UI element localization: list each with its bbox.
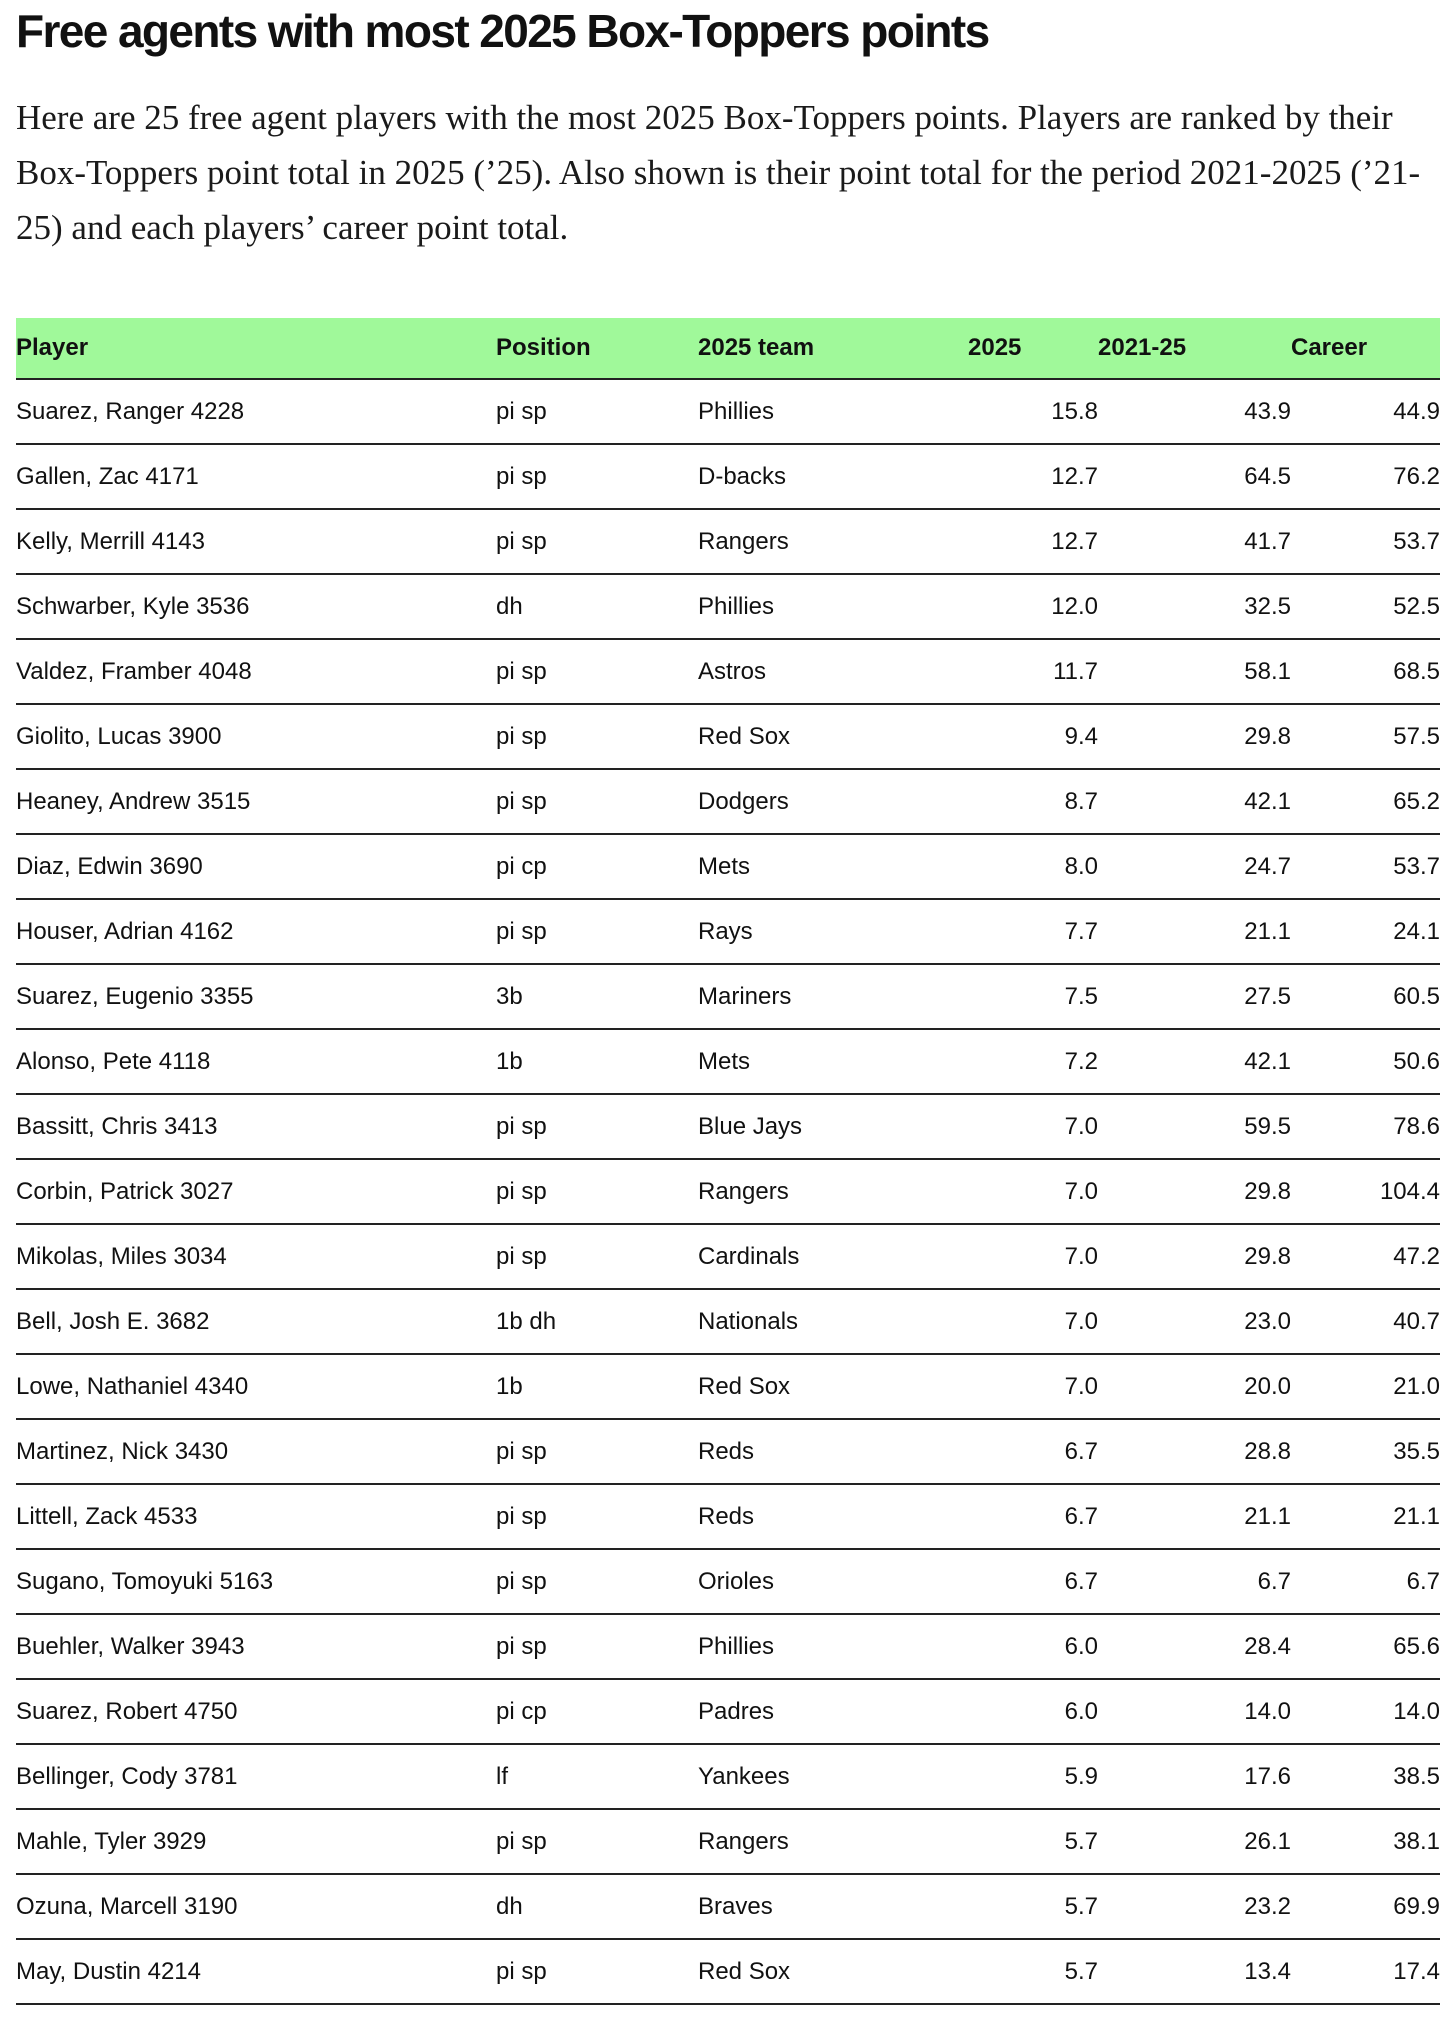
team-cell: Phillies bbox=[698, 379, 968, 444]
career-points-cell: 17.4 bbox=[1291, 1939, 1440, 2004]
position-cell: 1b dh bbox=[496, 1289, 698, 1354]
player-cell: Ozuna, Marcell 3190 bbox=[16, 1874, 496, 1939]
position-cell: pi sp bbox=[496, 1809, 698, 1874]
career-points-cell: 6.7 bbox=[1291, 1549, 1440, 1614]
table-row bbox=[16, 1484, 1440, 1549]
team-cell: Padres bbox=[698, 1679, 968, 1744]
table-row bbox=[16, 1614, 1440, 1679]
free-agents-table bbox=[16, 318, 1440, 2005]
career-points-cell: 69.9 bbox=[1291, 1874, 1440, 1939]
player-cell: Valdez, Framber 4048 bbox=[16, 639, 496, 704]
position-cell: pi sp bbox=[496, 899, 698, 964]
table-row bbox=[16, 1874, 1440, 1939]
team-cell: Rangers bbox=[698, 1809, 968, 1874]
position-cell: pi sp bbox=[496, 379, 698, 444]
team-cell: Blue Jays bbox=[698, 1094, 968, 1159]
header-row bbox=[16, 318, 1440, 379]
career-points-cell: 57.5 bbox=[1291, 704, 1440, 769]
player-cell: May, Dustin 4214 bbox=[16, 1939, 496, 2004]
points-2025-cell: 9.4 bbox=[968, 704, 1098, 769]
table-row bbox=[16, 379, 1440, 444]
team-cell: Orioles bbox=[698, 1549, 968, 1614]
position-cell: dh bbox=[496, 1874, 698, 1939]
team-cell: Yankees bbox=[698, 1744, 968, 1809]
team-cell: Astros bbox=[698, 639, 968, 704]
points-2025-cell: 8.7 bbox=[968, 769, 1098, 834]
career-points-cell: 21.1 bbox=[1291, 1484, 1440, 1549]
team-cell: Red Sox bbox=[698, 1939, 968, 2004]
position-cell: pi sp bbox=[496, 444, 698, 509]
position-cell: pi sp bbox=[496, 704, 698, 769]
player-cell: Suarez, Robert 4750 bbox=[16, 1679, 496, 1744]
career-points-cell: 53.7 bbox=[1291, 834, 1440, 899]
position-cell: pi sp bbox=[496, 1484, 698, 1549]
points-2025-cell: 7.2 bbox=[968, 1029, 1098, 1094]
table-row bbox=[16, 1224, 1440, 1289]
points-2025-cell: 5.7 bbox=[968, 1809, 1098, 1874]
position-cell: pi cp bbox=[496, 834, 698, 899]
table-row bbox=[16, 1549, 1440, 1614]
position-cell: pi sp bbox=[496, 1094, 698, 1159]
team-cell: D-backs bbox=[698, 444, 968, 509]
career-points-cell: 104.4 bbox=[1291, 1159, 1440, 1224]
player-cell: Lowe, Nathaniel 4340 bbox=[16, 1354, 496, 1419]
career-points-cell: 65.6 bbox=[1291, 1614, 1440, 1679]
table-body bbox=[16, 379, 1440, 2004]
career-points-cell: 35.5 bbox=[1291, 1419, 1440, 1484]
column-header-team: 2025 team bbox=[698, 318, 968, 379]
points-2025-cell: 6.7 bbox=[968, 1484, 1098, 1549]
career-points-cell: 14.0 bbox=[1291, 1679, 1440, 1744]
column-header-career: Career bbox=[1291, 318, 1440, 379]
team-cell: Cardinals bbox=[698, 1224, 968, 1289]
table-row bbox=[16, 1289, 1440, 1354]
points-2021-25-cell: 23.2 bbox=[1098, 1874, 1291, 1939]
table-row bbox=[16, 1029, 1440, 1094]
points-2021-25-cell: 32.5 bbox=[1098, 574, 1291, 639]
career-points-cell: 76.2 bbox=[1291, 444, 1440, 509]
position-cell: 1b bbox=[496, 1029, 698, 1094]
career-points-cell: 47.2 bbox=[1291, 1224, 1440, 1289]
career-points-cell: 38.1 bbox=[1291, 1809, 1440, 1874]
points-2025-cell: 7.5 bbox=[968, 964, 1098, 1029]
table-row bbox=[16, 834, 1440, 899]
career-points-cell: 38.5 bbox=[1291, 1744, 1440, 1809]
player-cell: Buehler, Walker 3943 bbox=[16, 1614, 496, 1679]
team-cell: Phillies bbox=[698, 574, 968, 639]
points-2021-25-cell: 27.5 bbox=[1098, 964, 1291, 1029]
table-row bbox=[16, 704, 1440, 769]
points-2021-25-cell: 6.7 bbox=[1098, 1549, 1291, 1614]
team-cell: Mets bbox=[698, 834, 968, 899]
table-row bbox=[16, 574, 1440, 639]
column-header-2025: 2025 bbox=[968, 318, 1098, 379]
article bbox=[16, 0, 1440, 1985]
career-points-cell: 40.7 bbox=[1291, 1289, 1440, 1354]
career-points-cell: 65.2 bbox=[1291, 769, 1440, 834]
table-row bbox=[16, 1679, 1440, 1744]
points-2021-25-cell: 17.6 bbox=[1098, 1744, 1291, 1809]
team-cell: Rangers bbox=[698, 1159, 968, 1224]
points-2021-25-cell: 13.4 bbox=[1098, 1939, 1291, 2004]
points-2021-25-cell: 21.1 bbox=[1098, 1484, 1291, 1549]
team-cell: Mariners bbox=[698, 964, 968, 1029]
points-2025-cell: 7.0 bbox=[968, 1289, 1098, 1354]
table-row bbox=[16, 639, 1440, 704]
points-2025-cell: 8.0 bbox=[968, 834, 1098, 899]
points-2025-cell: 6.7 bbox=[968, 1549, 1098, 1614]
career-points-cell: 50.6 bbox=[1291, 1029, 1440, 1094]
player-cell: Mikolas, Miles 3034 bbox=[16, 1224, 496, 1289]
points-2021-25-cell: 20.0 bbox=[1098, 1354, 1291, 1419]
table-row bbox=[16, 444, 1440, 509]
points-2021-25-cell: 29.8 bbox=[1098, 1159, 1291, 1224]
team-cell: Red Sox bbox=[698, 704, 968, 769]
team-cell: Reds bbox=[698, 1419, 968, 1484]
player-cell: Martinez, Nick 3430 bbox=[16, 1419, 496, 1484]
position-cell: 3b bbox=[496, 964, 698, 1029]
team-cell: Red Sox bbox=[698, 1354, 968, 1419]
career-points-cell: 53.7 bbox=[1291, 509, 1440, 574]
intro-paragraph: Here are 25 free agent players with the most 2025 Box-Toppers points. Players are ranked by their Box-Toppers point total in 2025 (’25). Also shown is their point total for the period 2021-2025 (’21-25) and each players’ career point total. bbox=[16, 98, 1421, 247]
player-cell: Schwarber, Kyle 3536 bbox=[16, 574, 496, 639]
points-2021-25-cell: 26.1 bbox=[1098, 1809, 1291, 1874]
player-cell: Bell, Josh E. 3682 bbox=[16, 1289, 496, 1354]
points-2021-25-cell: 42.1 bbox=[1098, 1029, 1291, 1094]
position-cell: pi sp bbox=[496, 1549, 698, 1614]
position-cell: pi sp bbox=[496, 1614, 698, 1679]
points-2021-25-cell: 29.8 bbox=[1098, 704, 1291, 769]
points-2025-cell: 15.8 bbox=[968, 379, 1098, 444]
player-cell: Mahle, Tyler 3929 bbox=[16, 1809, 496, 1874]
career-points-cell: 52.5 bbox=[1291, 574, 1440, 639]
points-2021-25-cell: 41.7 bbox=[1098, 509, 1291, 574]
column-header-position: Position bbox=[496, 318, 698, 379]
player-cell: Kelly, Merrill 4143 bbox=[16, 509, 496, 574]
player-cell: Heaney, Andrew 3515 bbox=[16, 769, 496, 834]
points-2025-cell: 5.7 bbox=[968, 1874, 1098, 1939]
points-2025-cell: 12.7 bbox=[968, 509, 1098, 574]
table-row bbox=[16, 509, 1440, 574]
career-points-cell: 21.0 bbox=[1291, 1354, 1440, 1419]
position-cell: pi sp bbox=[496, 509, 698, 574]
column-header-2021-25: 2021-25 bbox=[1098, 318, 1291, 379]
career-points-cell: 68.5 bbox=[1291, 639, 1440, 704]
points-2021-25-cell: 24.7 bbox=[1098, 834, 1291, 899]
career-points-cell: 24.1 bbox=[1291, 899, 1440, 964]
player-cell: Suarez, Eugenio 3355 bbox=[16, 964, 496, 1029]
points-2025-cell: 6.0 bbox=[968, 1679, 1098, 1744]
points-2025-cell: 6.7 bbox=[968, 1419, 1098, 1484]
points-2021-25-cell: 28.8 bbox=[1098, 1419, 1291, 1484]
points-2021-25-cell: 21.1 bbox=[1098, 899, 1291, 964]
position-cell: pi cp bbox=[496, 1679, 698, 1744]
position-cell: lf bbox=[496, 1744, 698, 1809]
table-row bbox=[16, 1354, 1440, 1419]
player-cell: Diaz, Edwin 3690 bbox=[16, 834, 496, 899]
player-cell: Bellinger, Cody 3781 bbox=[16, 1744, 496, 1809]
position-cell: pi sp bbox=[496, 639, 698, 704]
points-2025-cell: 7.0 bbox=[968, 1354, 1098, 1419]
position-cell: pi sp bbox=[496, 1419, 698, 1484]
career-points-cell: 44.9 bbox=[1291, 379, 1440, 444]
position-cell: pi sp bbox=[496, 1224, 698, 1289]
points-2025-cell: 11.7 bbox=[968, 639, 1098, 704]
table-header bbox=[16, 318, 1440, 379]
points-2021-25-cell: 58.1 bbox=[1098, 639, 1291, 704]
points-2021-25-cell: 64.5 bbox=[1098, 444, 1291, 509]
points-2021-25-cell: 42.1 bbox=[1098, 769, 1291, 834]
player-cell: Suarez, Ranger 4228 bbox=[16, 379, 496, 444]
player-cell: Corbin, Patrick 3027 bbox=[16, 1159, 496, 1224]
points-2021-25-cell: 23.0 bbox=[1098, 1289, 1291, 1354]
position-cell: pi sp bbox=[496, 1159, 698, 1224]
points-2025-cell: 7.0 bbox=[968, 1224, 1098, 1289]
team-cell: Reds bbox=[698, 1484, 968, 1549]
table-row bbox=[16, 964, 1440, 1029]
team-cell: Rays bbox=[698, 899, 968, 964]
position-cell: dh bbox=[496, 574, 698, 639]
table-row bbox=[16, 1809, 1440, 1874]
team-cell: Phillies bbox=[698, 1614, 968, 1679]
position-cell: 1b bbox=[496, 1354, 698, 1419]
table-row bbox=[16, 1744, 1440, 1809]
player-cell: Gallen, Zac 4171 bbox=[16, 444, 496, 509]
team-cell: Braves bbox=[698, 1874, 968, 1939]
player-cell: Alonso, Pete 4118 bbox=[16, 1029, 496, 1094]
points-2021-25-cell: 29.8 bbox=[1098, 1224, 1291, 1289]
points-2025-cell: 6.0 bbox=[968, 1614, 1098, 1679]
points-2025-cell: 5.9 bbox=[968, 1744, 1098, 1809]
position-cell: pi sp bbox=[496, 769, 698, 834]
table-row bbox=[16, 1419, 1440, 1484]
points-2025-cell: 7.7 bbox=[968, 899, 1098, 964]
points-2025-cell: 7.0 bbox=[968, 1094, 1098, 1159]
player-cell: Littell, Zack 4533 bbox=[16, 1484, 496, 1549]
player-cell: Sugano, Tomoyuki 5163 bbox=[16, 1549, 496, 1614]
points-2025-cell: 12.0 bbox=[968, 574, 1098, 639]
career-points-cell: 78.6 bbox=[1291, 1094, 1440, 1159]
page-title: Free agents with most 2025 Box-Toppers points bbox=[16, 5, 989, 57]
player-cell: Bassitt, Chris 3413 bbox=[16, 1094, 496, 1159]
table-row bbox=[16, 899, 1440, 964]
points-2021-25-cell: 14.0 bbox=[1098, 1679, 1291, 1744]
points-2025-cell: 12.7 bbox=[968, 444, 1098, 509]
points-2025-cell: 5.7 bbox=[968, 1939, 1098, 2004]
table-row bbox=[16, 1939, 1440, 2004]
table-row bbox=[16, 769, 1440, 834]
column-header-player: Player bbox=[16, 318, 496, 379]
table-row bbox=[16, 1159, 1440, 1224]
player-cell: Houser, Adrian 4162 bbox=[16, 899, 496, 964]
points-2021-25-cell: 28.4 bbox=[1098, 1614, 1291, 1679]
points-2021-25-cell: 43.9 bbox=[1098, 379, 1291, 444]
position-cell: pi sp bbox=[496, 1939, 698, 2004]
points-2025-cell: 7.0 bbox=[968, 1159, 1098, 1224]
table-row bbox=[16, 1094, 1440, 1159]
team-cell: Dodgers bbox=[698, 769, 968, 834]
team-cell: Mets bbox=[698, 1029, 968, 1094]
points-2021-25-cell: 59.5 bbox=[1098, 1094, 1291, 1159]
team-cell: Rangers bbox=[698, 509, 968, 574]
career-points-cell: 60.5 bbox=[1291, 964, 1440, 1029]
player-cell: Giolito, Lucas 3900 bbox=[16, 704, 496, 769]
team-cell: Nationals bbox=[698, 1289, 968, 1354]
